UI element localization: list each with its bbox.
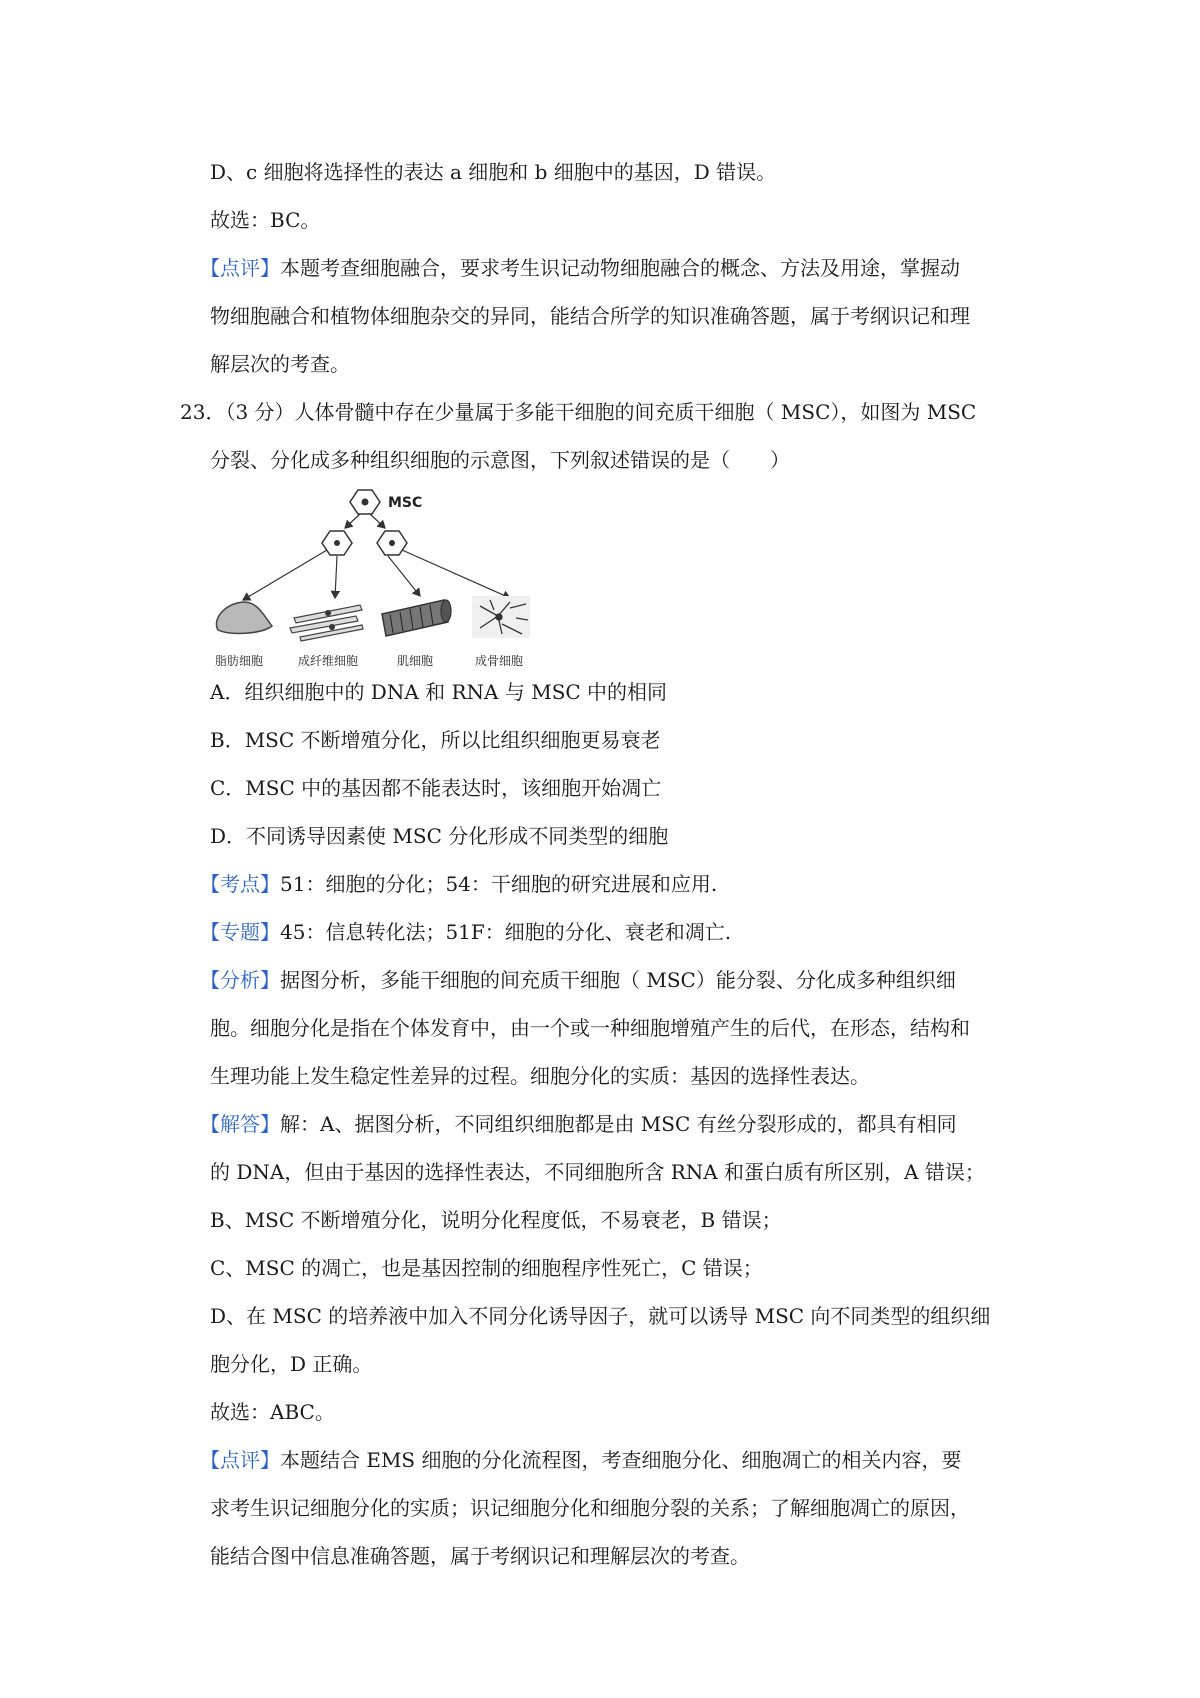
prev-answer: 故选：BC。	[210, 208, 321, 232]
q23-jieda-line-2: 的 DNA，但由于基因的选择性表达，不同细胞所含 RNA 和蛋白质有所区别，A 错误；	[210, 1160, 985, 1184]
fibroblast-drawing	[290, 605, 363, 641]
zhuanti-tag: 【专题】	[200, 920, 280, 944]
osteoblast-drawing	[472, 596, 530, 638]
q23-dianping-line-1	[200, 1446, 962, 1474]
kaodian-tag: 【考点】	[200, 872, 280, 896]
msc-differentiation-diagram	[210, 488, 560, 670]
prev-comment-line-2: 物细胞融合和植物体细胞杂交的异同，能结合所学的知识准确答题，属于考纲识记和理	[210, 304, 970, 328]
fat-cell-drawing	[216, 602, 272, 633]
q23-option-c: C．MSC 中的基因都不能表达时，该细胞开始凋亡	[210, 776, 662, 800]
prev-option-d: D、c 细胞将选择性的表达 a 细胞和 b 细胞中的基因，D 错误。	[210, 160, 777, 184]
q23-kaodian	[200, 870, 717, 898]
q23-answer: 故选：ABC。	[210, 1400, 335, 1424]
q23-jieda-line-5: D、在 MSC 的培养液中加入不同分化诱导因子，就可以诱导 MSC 向不同类型的组织细	[210, 1304, 991, 1328]
muscle-cell-label: 肌细胞	[397, 654, 434, 668]
msc-cell	[350, 490, 380, 514]
fenxi-text-1: 据图分析，多能干细胞的间充质干细胞（ MSC）能分裂、分化成多种组织细	[280, 968, 956, 992]
zhuanti-text: 45：信息转化法；51F：细胞的分化、衰老和凋亡.	[280, 920, 732, 944]
fibroblast-label: 成纤维细胞	[298, 654, 359, 668]
q23-jieda-line-3: B、MSC 不断增殖分化，说明分化程度低，不易衰老，B 错误；	[210, 1208, 782, 1232]
dianping-text-1: 本题结合 EMS 细胞的分化流程图，考查细胞分化、细胞凋亡的相关内容，要	[280, 1448, 962, 1472]
q23-jieda-line-1	[200, 1110, 957, 1138]
prev-comment-line-3: 解层次的考查。	[210, 352, 350, 376]
q23-fenxi-line-2: 胞。细胞分化是指在个体发育中，由一个或一种细胞增殖产生的后代，在形态，结构和	[210, 1016, 970, 1040]
q23-stem-line-1: 23．（3 分）人体骨髓中存在少量属于多能干细胞的间充质干细胞（ MSC），如图为 MSC	[180, 400, 977, 424]
prev-comment-text-1: 本题考查细胞融合，要求考生识记动物细胞融合的概念、方法及用途，掌握动	[280, 256, 960, 280]
prev-comment-tag: 【点评】	[200, 256, 280, 280]
msc-label: MSC	[388, 495, 423, 511]
q23-fenxi-line-3: 生理功能上发生稳定性差异的过程。细胞分化的实质：基因的选择性表达。	[210, 1064, 870, 1088]
jieda-tag: 【解答】	[200, 1112, 280, 1136]
q23-option-d: D．不同诱导因素使 MSC 分化形成不同类型的细胞	[210, 824, 669, 848]
q23-jieda-line-4: C、MSC 的凋亡，也是基因控制的细胞程序性死亡，C 错误；	[210, 1256, 763, 1280]
osteoblast-label: 成骨细胞	[475, 654, 524, 668]
daughter-cell-right	[377, 531, 407, 555]
fat-cell-label: 脂肪细胞	[215, 654, 264, 668]
q23-stem-line-2: 分裂、分化成多种组织细胞的示意图，下列叙述错误的是（ ）	[210, 448, 790, 472]
q23-zhuanti	[200, 918, 731, 946]
q23-jieda-line-6: 胞分化，D 正确。	[210, 1352, 373, 1376]
kaodian-text: 51：细胞的分化；54：干细胞的研究进展和应用.	[280, 872, 718, 896]
q23-dianping-line-3: 能结合图中信息准确答题，属于考纲识记和理解层次的考查。	[210, 1544, 750, 1568]
muscle-cell-drawing	[382, 600, 451, 636]
dianping-tag: 【点评】	[200, 1448, 280, 1472]
q23-fenxi-line-1	[200, 966, 956, 994]
q23-option-a: A．组织细胞中的 DNA 和 RNA 与 MSC 中的相同	[210, 680, 668, 704]
jieda-text-1: 解：A、据图分析，不同组织细胞都是由 MSC 有丝分裂形成的，都具有相同	[280, 1112, 957, 1136]
daughter-cell-left	[322, 531, 352, 555]
q23-option-b: B．MSC 不断增殖分化，所以比组织细胞更易衰老	[210, 728, 661, 752]
q23-dianping-line-2: 求考生识记细胞分化的实质；识记细胞分化和细胞分裂的关系；了解细胞凋亡的原因，	[210, 1496, 970, 1520]
fenxi-tag: 【分析】	[200, 968, 280, 992]
prev-comment-line-1	[200, 254, 960, 282]
